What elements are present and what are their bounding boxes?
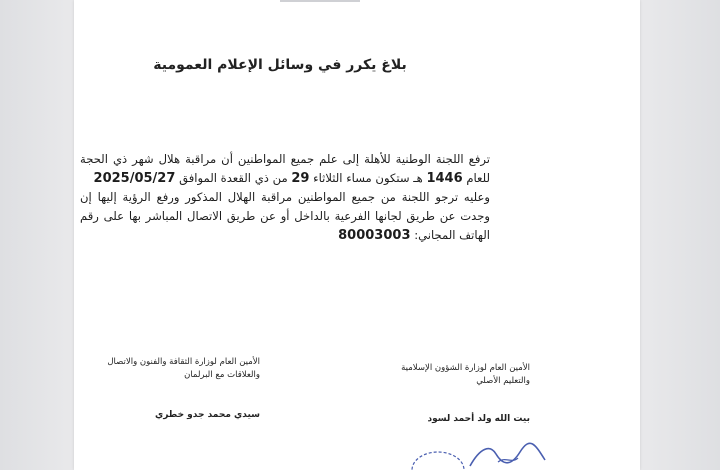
signature-stamp-icon — [410, 440, 550, 470]
hijri-day: 29 — [291, 171, 310, 186]
top-edge-mark — [280, 0, 360, 2]
left-margin-shade — [0, 0, 74, 470]
paragraph-1-line-2b: من ذي القعدة الموافق — [179, 171, 288, 185]
document-title: بلاغ يكرر في وسائل الإعلام العمومية — [153, 57, 407, 73]
signature-title-culture: الأمين العام لوزارة الثقافة والفنون والاتصال والعلاقات مع البرلمان — [107, 357, 260, 380]
paragraph-1-line-1: ترفع اللجنة الوطنية للأهلة إلى علم جميع المواطنين أن مراقبة هلال شهر ذي الحجة للعام — [80, 152, 490, 185]
right-margin-shade — [640, 0, 720, 470]
signature-name-right: بيت الله ولد أحمد لسود — [427, 414, 530, 424]
paragraph-2 — [80, 188, 490, 245]
paragraph-1-line-2a: هـ ستكون مساء الثلاثاء — [313, 171, 423, 185]
signature-name-left: سيدي محمد جدو خطري — [154, 410, 260, 420]
paragraph-2-text: وعليه ترجو اللجنة من جميع المواطنين مراقبة الهلال المذكور ورفع الرؤية إليها إن وجدت عن طريق لجانها الفرعية بالداخل أو عن طريق الاتصال المباشر بها على رقم الهاتف المجاني: — [80, 190, 490, 242]
paragraph-1 — [80, 150, 490, 188]
stamp-circle — [412, 452, 464, 470]
phone-number: 80003003 — [338, 228, 411, 243]
signature-title-islamic-affairs: الأمين العام لوزارة الشؤون الإسلامية والتعليم الأصلي — [401, 363, 530, 386]
hijri-year: 1446 — [426, 171, 463, 186]
document-body — [80, 150, 490, 245]
gregorian-date: 2025/05/27 — [93, 171, 176, 186]
signature-scribble — [470, 443, 545, 466]
